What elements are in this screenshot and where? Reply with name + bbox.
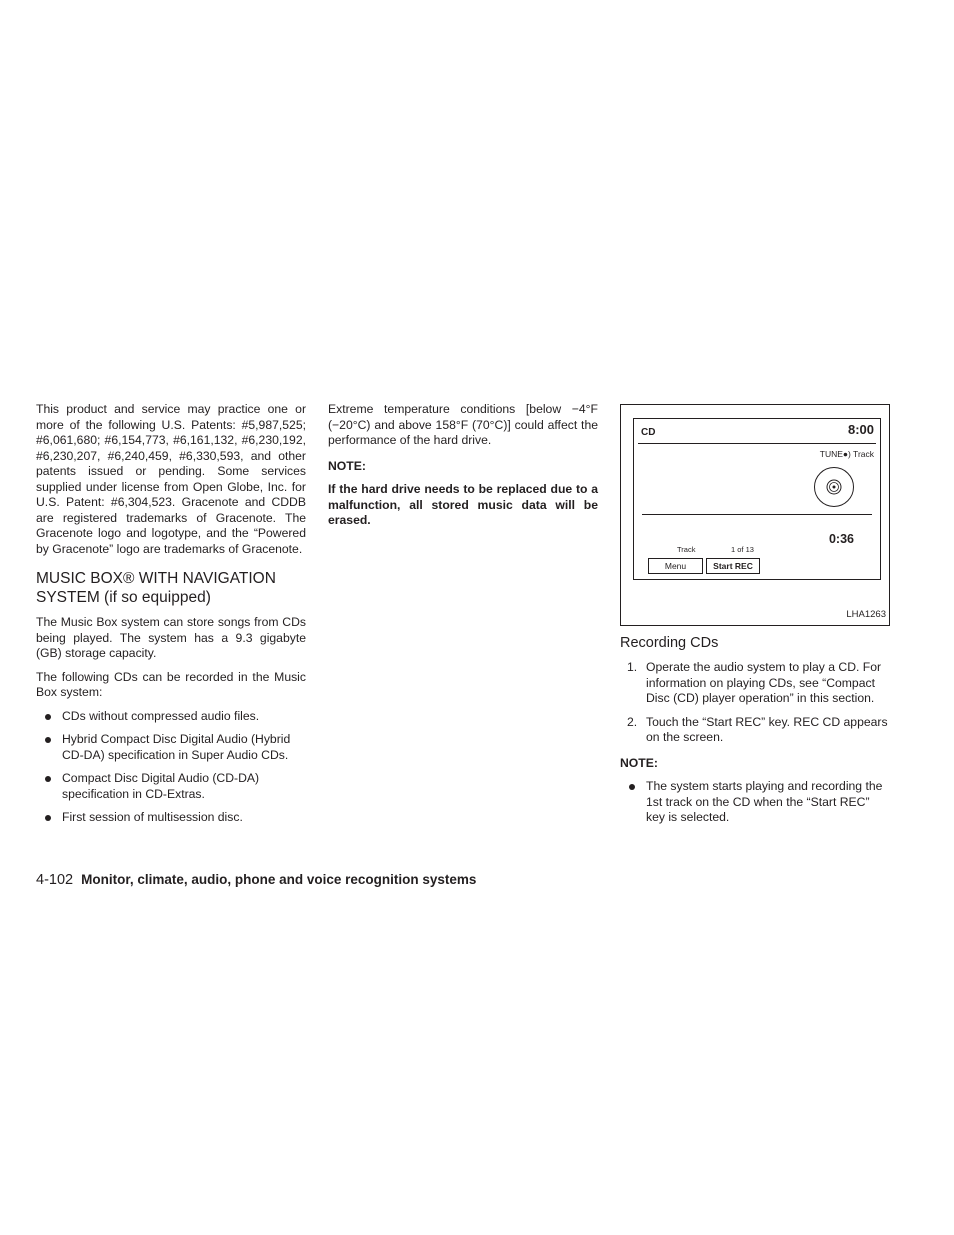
list-item-text: First session of multisession disc. <box>62 810 243 824</box>
menu-button[interactable]: Menu <box>648 558 703 574</box>
step-item <box>620 660 890 707</box>
figure-id: LHA1263 <box>846 608 886 620</box>
list-item-text: CDs without compressed audio files. <box>62 708 260 723</box>
track-label: Track <box>677 545 696 554</box>
cd-disc-icon <box>813 466 855 508</box>
source-label: CD <box>641 427 656 438</box>
start-rec-button[interactable]: Start REC <box>706 558 760 574</box>
page-number: 4-102 <box>36 872 74 888</box>
page-footer <box>36 871 476 889</box>
section-title-line2: SYSTEM (if so equipped) <box>36 589 211 606</box>
list-item <box>36 810 306 826</box>
note-list <box>620 779 890 826</box>
note-heading: NOTE: <box>620 755 658 770</box>
left-column <box>36 402 306 834</box>
cd-types-list <box>36 709 306 826</box>
audio-screen <box>633 418 881 580</box>
temperature-paragraph: Extreme temperature conditions [below −4°F (−20°C) and above 158°F (70°C)] could affect the performance of the hard drive. <box>328 402 598 447</box>
bullet-icon <box>45 815 51 821</box>
step-number: 2. <box>627 714 638 729</box>
right-column <box>620 404 890 834</box>
track-count: 1 of 13 <box>731 545 754 554</box>
section-title <box>36 569 306 607</box>
section-title-line1: MUSIC BOX® WITH NAVIGATION <box>36 570 276 587</box>
list-item <box>620 779 890 826</box>
list-item <box>36 732 306 763</box>
header-divider <box>638 443 876 444</box>
music-box-screen-figure <box>620 404 890 626</box>
list-item <box>36 771 306 802</box>
bullet-icon <box>45 776 51 782</box>
bullet-icon <box>45 737 51 743</box>
note-text: If the hard drive needs to be replaced due to a malfunction, all stored music data will be erased. <box>328 482 598 527</box>
bullet-icon <box>629 784 635 790</box>
step-text: Operate the audio system to play a CD. For information on playing CDs, see “Compact Disc (CD) player operation” in this section. <box>646 660 882 705</box>
middle-column <box>328 402 598 537</box>
list-item-text: Hybrid Compact Disc Digital Audio (Hybrid CD-DA) specification in Super Audio CDs. <box>62 732 291 762</box>
recording-steps <box>620 660 890 746</box>
note-heading: NOTE: <box>328 458 366 473</box>
tune-track-label: TUNE●) Track <box>819 449 874 459</box>
patent-paragraph: This product and service may practice one or more of the following U.S. Patents: #5,987,525; #6,061,680; #6,154,773, #6,161,132, #6,230,192, #6,230,207, #6,240,459, #6,330,593, and other patents issued or pending. Some services supplied under license from Open Globe, Inc. for U.S. Patent: #6,304,523. Gracenote and CDDB are registered trademarks of Gracenote. The Gracenote logo and logotype, and the “Powered by Gracenote” logo are trademarks of Gracenote. <box>36 402 306 556</box>
step-text: Touch the “Start REC” key. REC CD appears on the screen. <box>646 714 888 744</box>
subsection-title: Recording CDs <box>620 635 719 651</box>
chapter-title: Monitor, climate, audio, phone and voice recognition systems <box>81 872 477 887</box>
clock: 8:00 <box>847 422 874 437</box>
progress-line <box>642 514 872 515</box>
list-item <box>36 709 306 725</box>
step-item <box>620 715 890 746</box>
bullet-icon <box>45 714 51 720</box>
list-item-text: The system starts playing and recording the 1st track on the CD when the “Start REC” key is selected. <box>646 779 883 824</box>
list-intro-paragraph: The following CDs can be recorded in the Music Box system: <box>36 669 306 699</box>
list-item-text: Compact Disc Digital Audio (CD-DA) specification in CD-Extras. <box>62 771 260 801</box>
step-number: 1. <box>627 660 638 674</box>
intro-paragraph: The Music Box system can store songs from CDs being played. The system has a 9.3 gigabyte (GB) storage capacity. <box>36 615 306 660</box>
elapsed-time: 0:36 <box>828 532 854 546</box>
